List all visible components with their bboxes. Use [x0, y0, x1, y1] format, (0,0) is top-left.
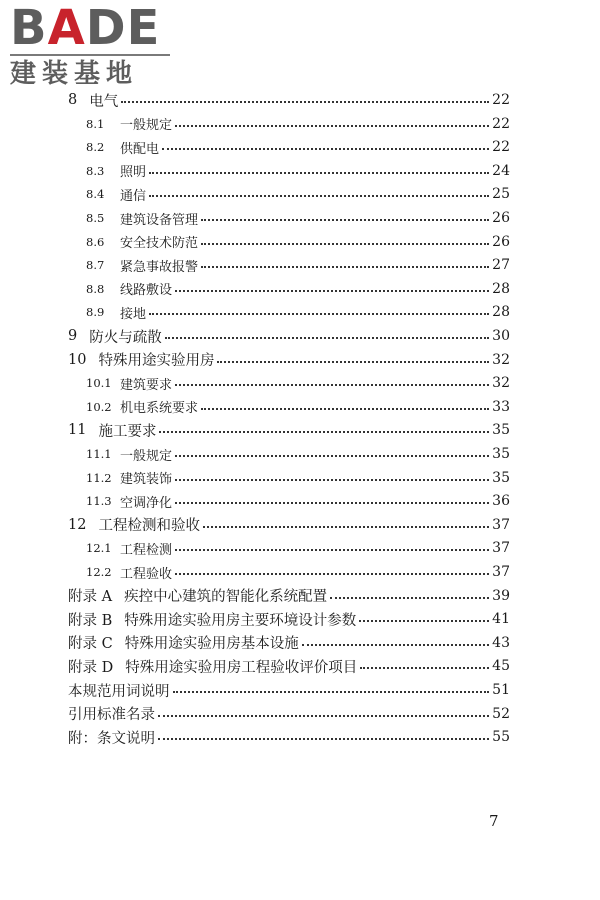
toc-entry[interactable] [0, 655, 510, 677]
toc-entry-title: 线路敷设 [120, 283, 173, 299]
toc-entry-number: 10.2 [86, 399, 112, 414]
toc-leader-dots [360, 667, 489, 669]
toc-entry-page: 35 [492, 422, 510, 439]
toc-entry-page: 52 [492, 705, 510, 722]
toc-entry-title: 工程验收 [120, 566, 173, 582]
logo-latin [10, 0, 185, 56]
toc-entry[interactable] [0, 632, 510, 654]
toc-entry-title: 建筑装饰 [120, 472, 173, 488]
toc-entry-number: 12 [68, 516, 87, 533]
toc-leader-dots [302, 644, 489, 646]
toc-entry-page: 26 [492, 233, 510, 250]
toc-entry[interactable] [0, 160, 510, 182]
toc-entry-page: 28 [492, 280, 510, 297]
toc-entry-page: 33 [492, 398, 510, 415]
toc-entry[interactable] [0, 679, 510, 701]
toc-entry-page: 43 [492, 634, 510, 651]
toc-entry-number: 8 [68, 92, 78, 108]
toc-leader-dots [162, 148, 489, 150]
toc-entry[interactable] [0, 537, 510, 559]
toc-entry-number: 11.2 [86, 470, 112, 485]
toc-entry-title: 接地 [120, 306, 147, 322]
toc-entry-title: 本规范用词说明 [68, 683, 170, 700]
toc-entry-page: 39 [492, 587, 510, 604]
toc-entry-title: 照明 [120, 165, 147, 181]
toc-entry-page: 22 [492, 115, 510, 132]
toc-entry[interactable] [0, 419, 510, 441]
toc-entry[interactable] [0, 585, 510, 607]
toc-entry[interactable] [0, 325, 510, 347]
toc-leader-dots [149, 172, 489, 174]
toc-entry-number: 8.2 [86, 140, 105, 155]
toc-entry[interactable] [0, 561, 510, 583]
toc-entry-page: 25 [492, 186, 510, 203]
toc-entry-page: 41 [492, 611, 510, 628]
toc-entry-page: 35 [492, 469, 510, 486]
toc-leader-dots [175, 502, 489, 504]
toc-entry[interactable] [0, 467, 510, 489]
toc-entry-page: 32 [492, 351, 510, 368]
toc-entry[interactable] [0, 89, 510, 111]
toc-entry[interactable] [0, 490, 510, 512]
toc-entry-title: 机电系统要求 [120, 401, 199, 417]
toc-entry-number: 11.3 [86, 494, 112, 509]
toc-entry-page: 35 [492, 446, 510, 462]
toc-entry[interactable] [0, 254, 510, 276]
toc-leader-dots [158, 715, 489, 717]
toc-entry-title: 引用标准名录 [68, 707, 155, 724]
toc-entry[interactable] [0, 136, 510, 158]
toc-entry-title: 一般规定 [120, 118, 173, 134]
toc-leader-dots [149, 195, 489, 197]
toc-entry-title: 一般规定 [120, 448, 173, 464]
toc-entry-page: 45 [492, 658, 510, 675]
toc-entry-number: 11 [68, 422, 87, 439]
toc-entry-number: 8.9 [86, 305, 105, 320]
toc-entry[interactable] [0, 301, 510, 323]
toc-entry-title: 建筑要求 [120, 377, 173, 393]
toc-entry-page: 37 [492, 540, 510, 557]
toc-entry[interactable] [0, 278, 510, 300]
toc-entry-number: 8.1 [86, 116, 105, 131]
toc-entry-page: 26 [492, 210, 510, 226]
bade-logo [10, 0, 185, 89]
toc-entry-page: 27 [492, 257, 510, 274]
toc-entry-page: 22 [492, 139, 510, 156]
toc-entry-number: 9 [68, 328, 78, 344]
toc-entry-title: 工程检测和验收 [98, 518, 200, 535]
toc-entry-title: 紧急事故报警 [120, 259, 199, 275]
toc-entry-title: 施工要求 [98, 423, 157, 440]
toc-entry-number: 附录 C [68, 636, 113, 653]
toc-entry[interactable] [0, 231, 510, 253]
toc-leader-dots [175, 384, 489, 386]
toc-entry-page: 37 [492, 564, 510, 580]
toc-entry-title: 供配电 [120, 141, 160, 157]
page-number: 7 [489, 812, 499, 830]
toc-entry-title: 防火与疏散 [89, 329, 162, 346]
toc-entry[interactable] [0, 372, 510, 394]
toc-entry-title: 建筑设备管理 [120, 212, 199, 228]
toc-entry-number: 附录 B [68, 612, 113, 629]
toc-entry[interactable] [0, 207, 510, 229]
toc-entry-page: 37 [492, 516, 510, 533]
toc-entry-number: 11.1 [86, 447, 112, 461]
toc-entry-page: 22 [492, 92, 510, 108]
toc-leader-dots [175, 125, 489, 127]
toc-entry[interactable] [0, 514, 510, 536]
toc-leader-dots [149, 313, 489, 315]
toc-entry-page: 55 [492, 729, 510, 746]
toc-entry-number: 12.2 [86, 565, 112, 579]
toc-leader-dots [201, 266, 489, 268]
logo-latin-text: BADE [10, 0, 161, 56]
toc-entry-page: 28 [492, 304, 510, 321]
toc-leader-dots [173, 691, 490, 693]
toc-leader-dots [201, 243, 489, 245]
toc-entry[interactable] [0, 703, 510, 725]
toc-entry[interactable] [0, 726, 510, 748]
toc-entry-title: 疾控中心建筑的智能化系统配置 [124, 589, 328, 606]
toc-entry-title: 电气 [89, 93, 119, 110]
toc-entry[interactable] [0, 183, 510, 205]
toc-entry-title: 通信 [120, 188, 147, 204]
toc-entry-title: 附：条文说明 [68, 730, 155, 747]
toc-entry-number: 8.5 [86, 211, 105, 225]
logo-chinese: 建装基地 [10, 59, 139, 89]
toc-entry-number: 8.6 [86, 234, 105, 249]
toc-entry-page: 30 [492, 328, 510, 344]
toc-leader-dots [175, 455, 489, 457]
toc-leader-dots [175, 573, 489, 575]
toc-leader-dots [165, 337, 489, 339]
toc-entry-number: 12.1 [86, 541, 112, 556]
toc-entry[interactable] [0, 113, 510, 135]
toc-leader-dots [217, 361, 489, 363]
toc-entry-title: 特殊用途实验用房主要环境设计参数 [124, 612, 357, 629]
toc-entry-number: 10.1 [86, 376, 112, 391]
toc-entry-number: 8.4 [86, 187, 105, 202]
toc-entry-page: 32 [492, 375, 510, 392]
toc-entry-title: 工程检测 [120, 542, 173, 558]
toc-entry-number: 10 [68, 351, 87, 368]
toc-leader-dots [175, 479, 489, 481]
toc-entry[interactable] [0, 396, 510, 418]
toc-entry[interactable] [0, 443, 510, 465]
toc-leader-dots [359, 620, 489, 622]
toc-entry-title: 特殊用途实验用房工程验收评价项目 [125, 659, 358, 676]
toc-entry-number: 附录 A [68, 589, 113, 606]
toc-entry-page: 24 [492, 162, 510, 179]
toc-entry-title: 空调净化 [120, 495, 173, 511]
toc-leader-dots [175, 290, 489, 292]
toc-leader-dots [201, 219, 489, 221]
toc-leader-dots [159, 431, 489, 433]
toc-entry[interactable] [0, 349, 510, 371]
toc-entry-title: 特殊用途实验用房 [98, 353, 215, 370]
toc-entry-number: 8.3 [86, 163, 105, 178]
toc-entry-page: 51 [492, 682, 510, 698]
toc-entry-title: 特殊用途实验用房基本设施 [124, 636, 299, 653]
toc-entry-number: 8.8 [86, 281, 105, 296]
toc-entry-number: 8.7 [86, 258, 105, 273]
toc-entry-number: 附录 D [68, 659, 114, 676]
toc-leader-dots [175, 549, 489, 551]
toc-leader-dots [330, 597, 489, 599]
toc-leader-dots [203, 526, 489, 528]
toc-leader-dots [121, 101, 489, 103]
toc-leader-dots [158, 738, 489, 740]
toc-entry-page: 36 [492, 493, 510, 510]
toc-entry[interactable] [0, 608, 510, 630]
toc-leader-dots [201, 408, 489, 410]
toc-entry-title: 安全技术防范 [120, 236, 199, 252]
